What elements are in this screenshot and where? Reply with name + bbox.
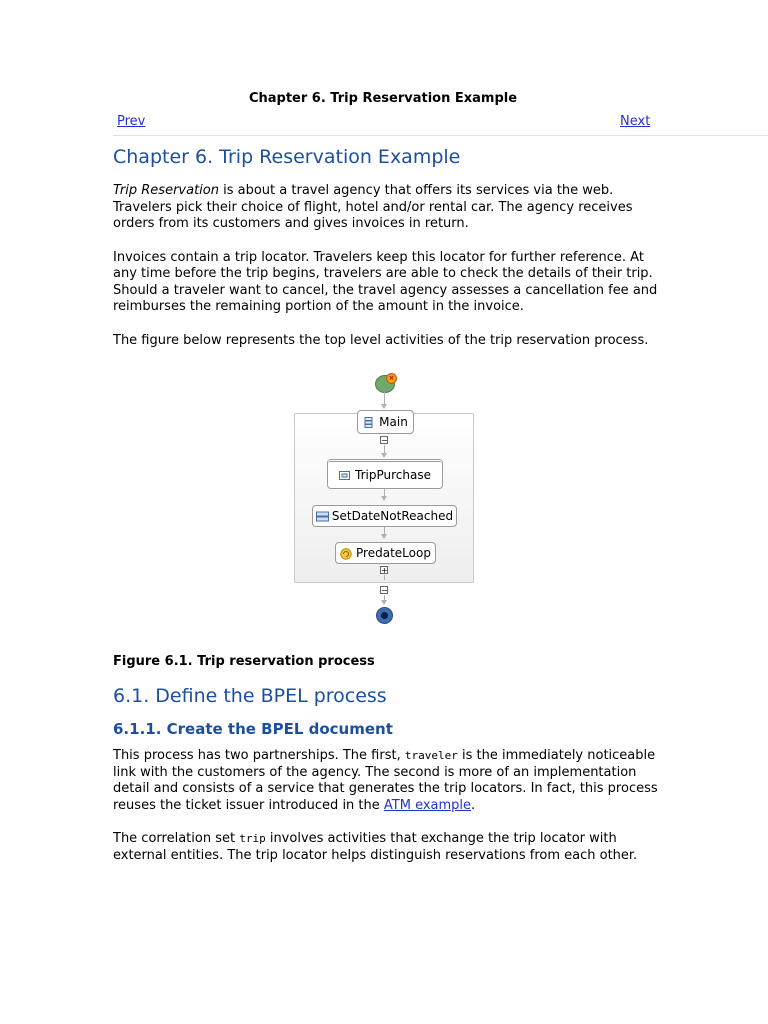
predate-loop-node[interactable]: [335, 542, 436, 564]
trip-purchase-node[interactable]: [327, 459, 443, 489]
correlation-paragraph: [113, 831, 658, 864]
loop-icon: [340, 548, 351, 559]
partnerships-paragraph: [113, 748, 658, 814]
correlation-text-b: involves activities that exchange the trip locator with external entities. The trip locator helps distinguish reservations from each other.: [113, 831, 638, 863]
trip-process-figure: [113, 364, 658, 654]
end-node-icon: [376, 607, 393, 624]
fault-marker-icon: ×: [386, 373, 397, 384]
partnerships-text-b: is the immediately noticeable link with the customers of the agency. The second is more of an implementation detail and consists of a service that generates the trip locators. In fact, this process reuses the ticket issuer introduced in the: [113, 748, 658, 813]
next-link[interactable]: Next: [620, 114, 651, 129]
set-date-label: SetDateNotReached: [331, 509, 454, 523]
partnerships-text-a: This process has two partnerships. The first,: [113, 748, 405, 763]
traveler-code: traveler: [404, 749, 458, 762]
invoice-paragraph: Invoices contain a trip locator. Travelers keep this locator for further reference. At any time before the trip begins, travelers are able to check the details of their trip. Should a traveler want to cancel, the travel agency assesses a cancellation fee and reimburses the remaining portion of the amount in the invoice.: [113, 249, 658, 314]
collapse-main-icon[interactable]: −: [381, 436, 388, 445]
figure-intro-paragraph: The figure below represents the top level activities of the trip reservation process.: [113, 332, 649, 348]
end-node-core: [381, 612, 388, 619]
assign-icon: [316, 511, 327, 522]
chapter-title: Chapter 6. Trip Reservation Example: [113, 146, 461, 168]
start-node-icon: [375, 375, 395, 393]
page-content: [113, 143, 658, 864]
intro-paragraph: [113, 183, 658, 233]
bpel-diagram: [113, 364, 658, 654]
nav-title: Chapter 6. Trip Reservation Example: [248, 91, 518, 106]
emphasis-trip-reservation: Trip Reservation: [113, 183, 219, 198]
scope-icon: [339, 470, 350, 481]
correlation-text-a: The correlation set: [113, 831, 240, 846]
partnerships-text-c: .: [471, 797, 476, 813]
main-node-label: Main: [379, 415, 408, 429]
atm-example-link[interactable]: ATM example: [383, 797, 472, 813]
trip-purchase-label: TripPurchase: [355, 468, 431, 482]
expand-loop-icon[interactable]: +: [381, 566, 388, 575]
predate-loop-label: PredateLoop: [356, 546, 431, 560]
subsection-title: 6.1.1. Create the BPEL document: [113, 720, 393, 738]
nav-header: [113, 91, 768, 136]
collapse-process-icon[interactable]: −: [381, 586, 388, 595]
main-node[interactable]: [357, 410, 414, 434]
intro-paragraph-text: is about a travel agency that offers its services via the web. Travelers pick their choice of flight, hotel and/or rental car. The agency receives orders from its customers and gives invoices in return.: [113, 183, 633, 231]
set-date-not-reached-node[interactable]: [312, 505, 457, 527]
sequence-icon: [363, 417, 374, 428]
section-title: 6.1. Define the BPEL process: [113, 685, 387, 707]
prev-link[interactable]: Prev: [117, 114, 146, 129]
figure-caption: Figure 6.1. Trip reservation process: [113, 654, 375, 669]
trip-code: trip: [239, 832, 266, 845]
